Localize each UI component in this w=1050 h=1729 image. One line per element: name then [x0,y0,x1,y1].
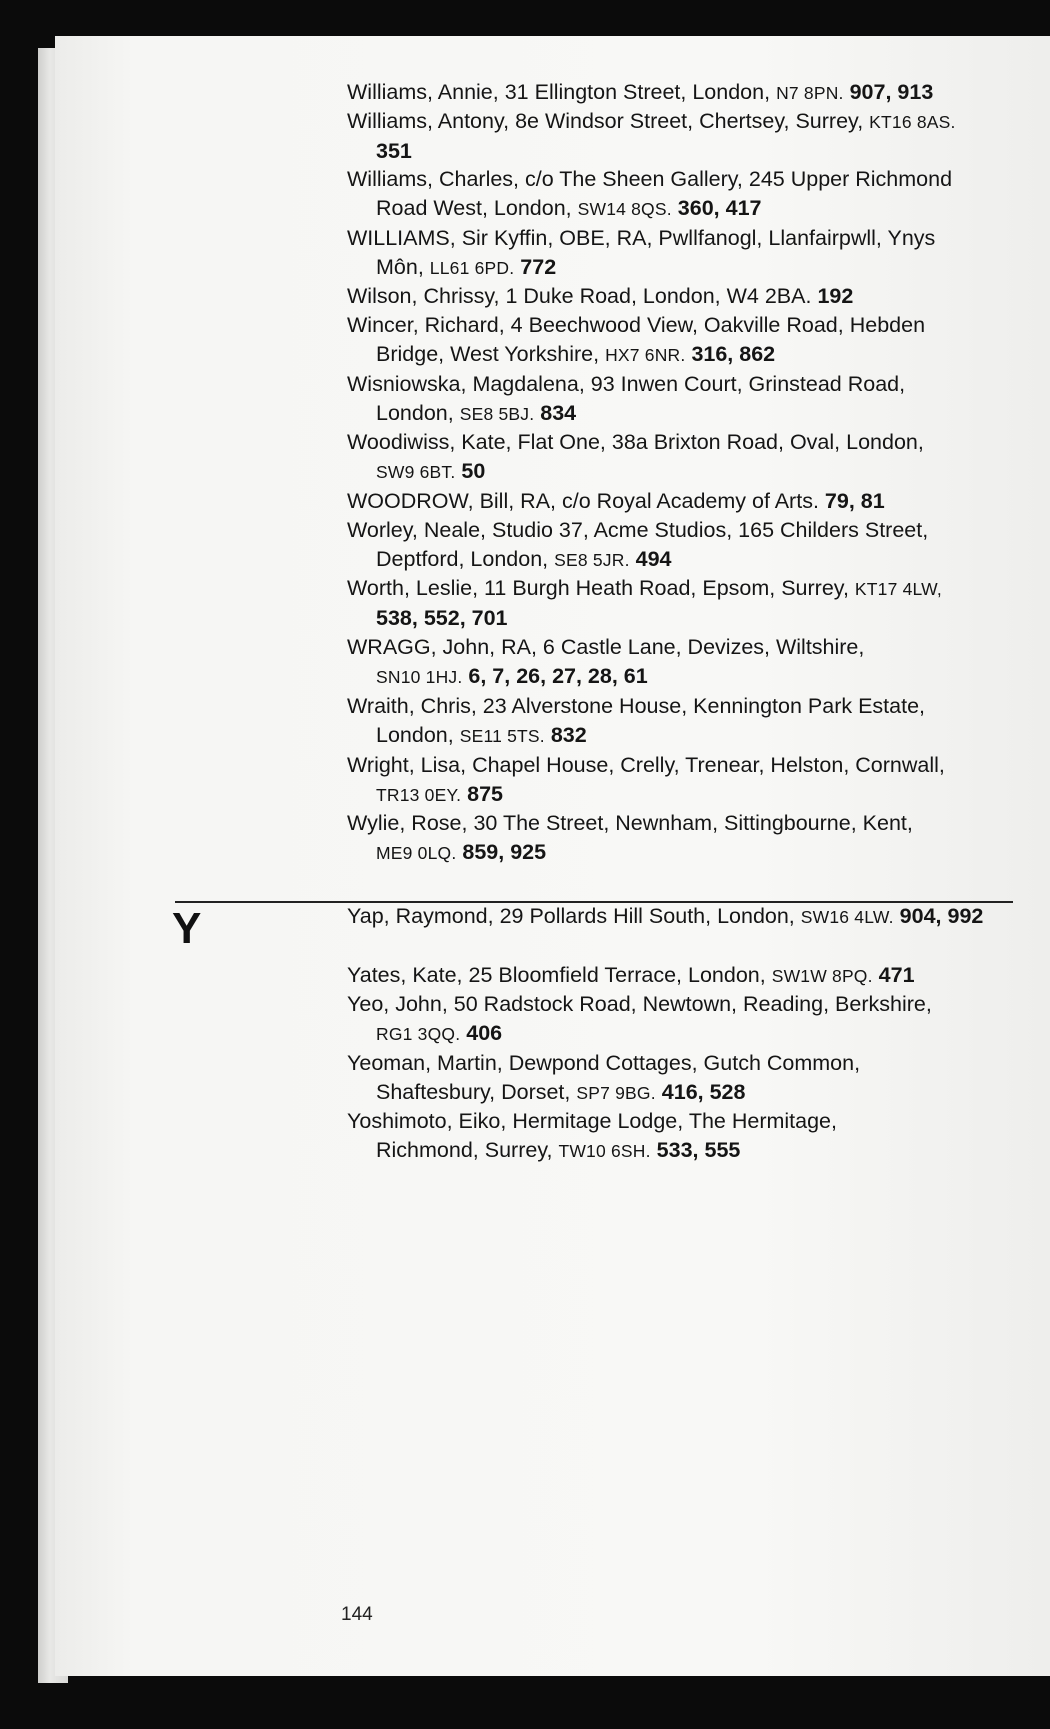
postcode: ME9 0LQ. [376,843,457,863]
page-refs: 192 [817,284,854,308]
page-refs: 360, 417 [677,196,762,220]
page-refs: 494 [635,547,672,571]
postcode: TR13 0EY. [376,785,462,805]
entry-continuation: Môn, [376,255,424,279]
entry-text: Wisniowska, Magdalena, 93 Inwen Court, Grinstead Road, [347,372,906,396]
page-number: 144 [341,1604,373,1625]
entry-continuation: Bridge, West Yorkshire, [376,342,600,366]
page-refs: 351 [376,139,412,163]
entry-text: Williams, Annie, 31 Ellington Street, London, [347,80,771,104]
entry-text: Yeoman, Martin, Dewpond Cottages, Gutch Common, [347,1051,861,1075]
page-refs: 538, 552, 701 [376,606,508,630]
entry-text: Yap, Raymond, 29 Pollards Hill South, London, [347,904,795,928]
index-entry [347,428,1050,487]
postcode: LL61 6PD. [429,258,515,278]
index-entry [347,1049,1050,1108]
page-refs: 533, 555 [656,1138,741,1162]
entry-text: Yoshimoto, Eiko, Hermitage Lodge, The Hermitage, [347,1109,837,1133]
postcode: KT16 8AS. [869,112,956,132]
page-refs: 79, 81 [824,489,885,513]
page-refs: 316, 862 [691,342,776,366]
postcode: SW1W 8PQ. [771,966,873,986]
page-refs: 6, 7, 26, 27, 28, 61 [468,664,648,688]
index-entry [347,692,1050,751]
page-refs: 772 [520,255,557,279]
entry-text: Wincer, Richard, 4 Beechwood View, Oakville Road, Hebden [347,313,926,337]
page-refs: 471 [878,963,915,987]
postcode: SW16 4LW. [800,907,894,927]
entry-continuation: London, [376,723,454,747]
entry-text: WRAGG, John, RA, 6 Castle Lane, Devizes, Wiltshire, [347,635,865,659]
index-entry [347,1107,1050,1166]
index-entry [347,165,1050,224]
index-entry [347,902,1050,932]
entry-continuation: London, [376,401,454,425]
postcode: SW14 8QS. [577,199,672,219]
index-entry [347,961,1050,991]
entry-text: Wright, Lisa, Chapel House, Crelly, Trenear, Helston, Cornwall, [347,753,945,777]
page-refs: 907, 913 [849,80,934,104]
book-page [55,36,1050,1676]
entry-text: Wilson, Chrissy, 1 Duke Road, London, W4 2BA. [347,284,812,308]
entry-text: Worth, Leslie, 11 Burgh Heath Road, Epsom, Surrey, [347,576,849,600]
index-entry [347,574,1050,633]
section-letter: Y [172,904,202,953]
entry-text: WILLIAMS, Sir Kyffin, OBE, RA, Pwllfanogl, Llanfairpwll, Ynys [347,226,936,250]
index-entry [347,516,1050,575]
postcode: KT17 4LW, [854,579,942,599]
postcode: SE11 5TS. [459,726,545,746]
entry-text: Worley, Neale, Studio 37, Acme Studios, 165 Childers Street, [347,518,929,542]
index-entry [347,487,1050,516]
entry-text: Williams, Charles, c/o The Sheen Gallery, 245 Upper Richmond [347,167,953,191]
page-refs: 406 [466,1021,503,1045]
entry-text: WOODROW, Bill, RA, c/o Royal Academy of Arts. [347,489,819,513]
entry-continuation: Deptford, London, [376,547,549,571]
index-entry [347,809,1050,868]
postcode: N7 8PN. [776,83,844,103]
index-entry [347,370,1050,429]
postcode: SN10 1HJ. [376,667,463,687]
entry-continuation: Road West, London, [376,196,572,220]
page-refs: 50 [461,459,486,483]
page-refs: 832 [550,723,587,747]
postcode: SP7 9BG. [576,1083,656,1103]
index-entry [347,751,1050,810]
entry-text: Woodiwiss, Kate, Flat One, 38a Brixton Road, Oval, London, [347,430,924,454]
page-refs: 875 [467,782,503,806]
entry-continuation: Richmond, Surrey, [376,1138,553,1162]
index-entry [347,990,1050,1049]
postcode: RG1 3QQ. [376,1024,461,1044]
index-entry [347,107,1050,166]
page-refs: 904, 992 [899,904,984,928]
entry-text: Yates, Kate, 25 Bloomfield Terrace, London, [347,963,766,987]
entry-text: Yeo, John, 50 Radstock Road, Newtown, Reading, Berkshire, [347,992,932,1016]
entry-text: Wraith, Chris, 23 Alverstone House, Kennington Park Estate, [347,694,926,718]
postcode: HX7 6NR. [605,345,686,365]
postcode: SE8 5BJ. [459,404,535,424]
index-entry [347,78,1050,108]
entry-continuation: Shaftesbury, Dorset, [376,1080,571,1104]
postcode: SE8 5JR. [554,550,630,570]
postcode: SW9 6BT. [376,462,456,482]
page-refs: 834 [540,401,577,425]
section-divider [175,901,1013,903]
postcode: TW10 6SH. [558,1141,651,1161]
index-entry [347,282,1050,311]
entry-text: Williams, Antony, 8e Windsor Street, Chertsey, Surrey, [347,109,864,133]
index-entry [347,311,1050,370]
index-entry [347,633,1050,692]
entry-text: Wylie, Rose, 30 The Street, Newnham, Sittingbourne, Kent, [347,811,913,835]
page-refs: 416, 528 [661,1080,746,1104]
index-entry [347,224,1050,283]
page-refs: 859, 925 [462,840,547,864]
